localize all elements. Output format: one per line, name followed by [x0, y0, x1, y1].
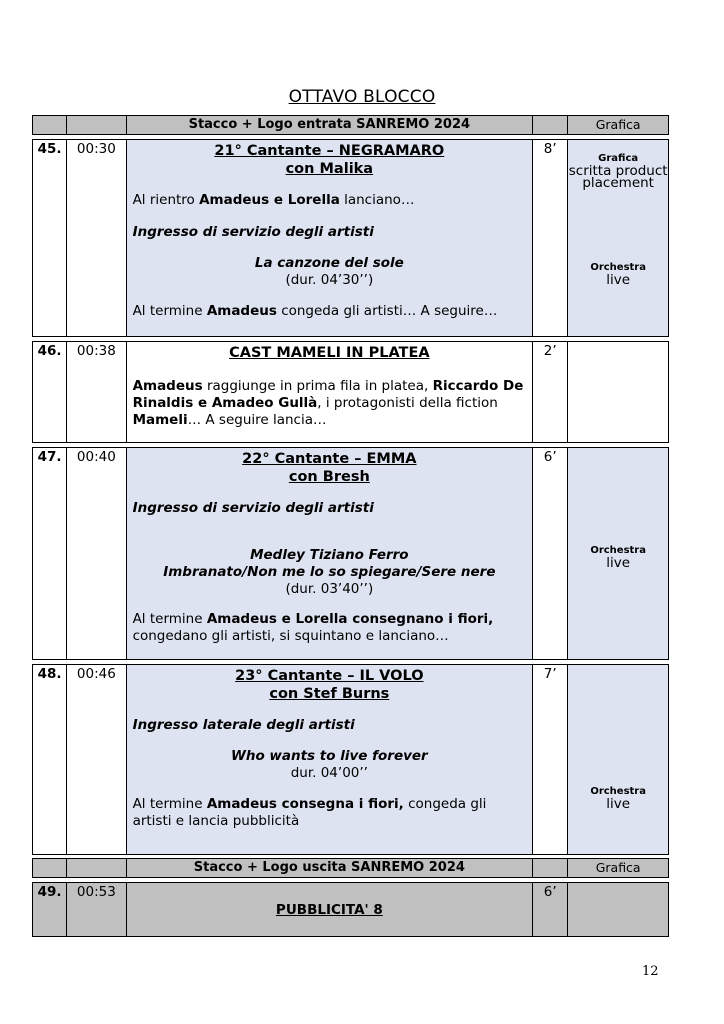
- stacco-in-time-cell: [67, 116, 126, 135]
- stacco-out-side: Grafica: [568, 859, 669, 878]
- row-content: [126, 342, 533, 443]
- segment-description: Amadeus raggiunge in prima fila in platea, Riccardo De Rinaldis e Amadeo Gullà, i protagonisti della fiction Mameli… A seguire lancia…: [132, 378, 524, 428]
- row-time: 00:40: [67, 448, 126, 660]
- row-duration: 8’: [533, 140, 568, 337]
- row-side-notes: Orchestra live: [568, 448, 669, 660]
- stacco-in-num-cell: [33, 116, 67, 135]
- row-number: 45.: [33, 140, 67, 337]
- row-46: [32, 341, 669, 443]
- row-time: 00:46: [67, 665, 126, 855]
- row-side-notes: [568, 342, 669, 443]
- song-duration: (dur. 04’30’’): [285, 272, 374, 288]
- row-side-notes: [568, 883, 669, 937]
- artist-guest: con Stef Burns: [269, 686, 390, 702]
- song-duration: (dur. 03’40’’): [285, 581, 374, 597]
- closing-line: Al termine Amadeus congeda gli artisti… A seguire…: [132, 303, 498, 319]
- song-list: Imbranato/Non me lo so spiegare/Sere nere: [163, 564, 496, 580]
- row-time: 00:38: [67, 342, 126, 443]
- artist-heading: 23° Cantante – IL VOLO: [235, 668, 424, 684]
- row-content: [126, 665, 533, 855]
- row-time: 00:53: [67, 883, 126, 937]
- row-side-notes: Orchestra live: [568, 665, 669, 855]
- stacco-in-dur-cell: [533, 116, 568, 135]
- closing-line: Al termine Amadeus consegna i fiori, congeda gli artisti e lancia pubblicità: [132, 796, 487, 829]
- stacco-in-label: Stacco + Logo entrata SANREMO 2024: [126, 116, 533, 135]
- row-duration: 6’: [533, 448, 568, 660]
- song-title: Medley Tiziano Ferro: [250, 547, 409, 563]
- entry-note: Ingresso laterale degli artisti: [132, 717, 355, 733]
- song-title: La canzone del sole: [254, 255, 404, 271]
- row-content: [126, 140, 533, 337]
- row-49: [32, 882, 669, 937]
- intro-line: Al rientro Amadeus e Lorella lanciano…: [132, 192, 415, 208]
- song-duration: dur. 04’00’’: [290, 765, 368, 781]
- entry-note: Ingresso di servizio degli artisti: [132, 224, 374, 240]
- row-number: 46.: [33, 342, 67, 443]
- side-orchestra-label: Orchestra: [590, 545, 646, 556]
- stacco-in-row: [32, 115, 669, 135]
- artist-guest: con Bresh: [288, 469, 370, 485]
- artist-heading: 22° Cantante – EMMA: [242, 451, 417, 467]
- row-number: 48.: [33, 665, 67, 855]
- side-orchestra-label: Orchestra: [590, 262, 646, 273]
- row-47: [32, 447, 669, 660]
- side-grafica-label: Grafica: [598, 153, 639, 164]
- row-time: 00:30: [67, 140, 126, 337]
- commercial-break-label: PUBBLICITA' 8: [126, 883, 533, 937]
- artist-guest: con Malika: [285, 161, 374, 177]
- stacco-in-side: Grafica: [568, 116, 669, 135]
- stacco-out-num-cell: [33, 859, 67, 878]
- entry-note: Ingresso di servizio degli artisti: [132, 500, 374, 516]
- stacco-out-row: [32, 858, 669, 878]
- stacco-out-time-cell: [67, 859, 126, 878]
- closing-line: Al termine Amadeus e Lorella consegnano i fiori, congedano gli artisti, si squintano e lanciano…: [132, 611, 494, 644]
- artist-heading: 21° Cantante – NEGRAMARO: [214, 143, 445, 159]
- row-number: 47.: [33, 448, 67, 660]
- side-orchestra-label: Orchestra: [590, 786, 646, 797]
- block-title: OTTAVO BLOCCO: [288, 87, 436, 107]
- row-45: [32, 139, 669, 337]
- page-number: 12: [642, 964, 659, 979]
- row-number: 49.: [33, 883, 67, 937]
- stacco-out-dur-cell: [533, 859, 568, 878]
- row-content: [126, 448, 533, 660]
- row-48: [32, 664, 669, 855]
- row-duration: 7’: [533, 665, 568, 855]
- stacco-out-label: Stacco + Logo uscita SANREMO 2024: [126, 859, 533, 878]
- song-title: Who wants to live forever: [230, 748, 428, 764]
- row-duration: 6’: [533, 883, 568, 937]
- row-side-notes: Grafica scritta product placement Orchestra live: [568, 140, 669, 337]
- segment-heading: CAST MAMELI IN PLATEA: [229, 345, 430, 361]
- row-duration: 2’: [533, 342, 568, 443]
